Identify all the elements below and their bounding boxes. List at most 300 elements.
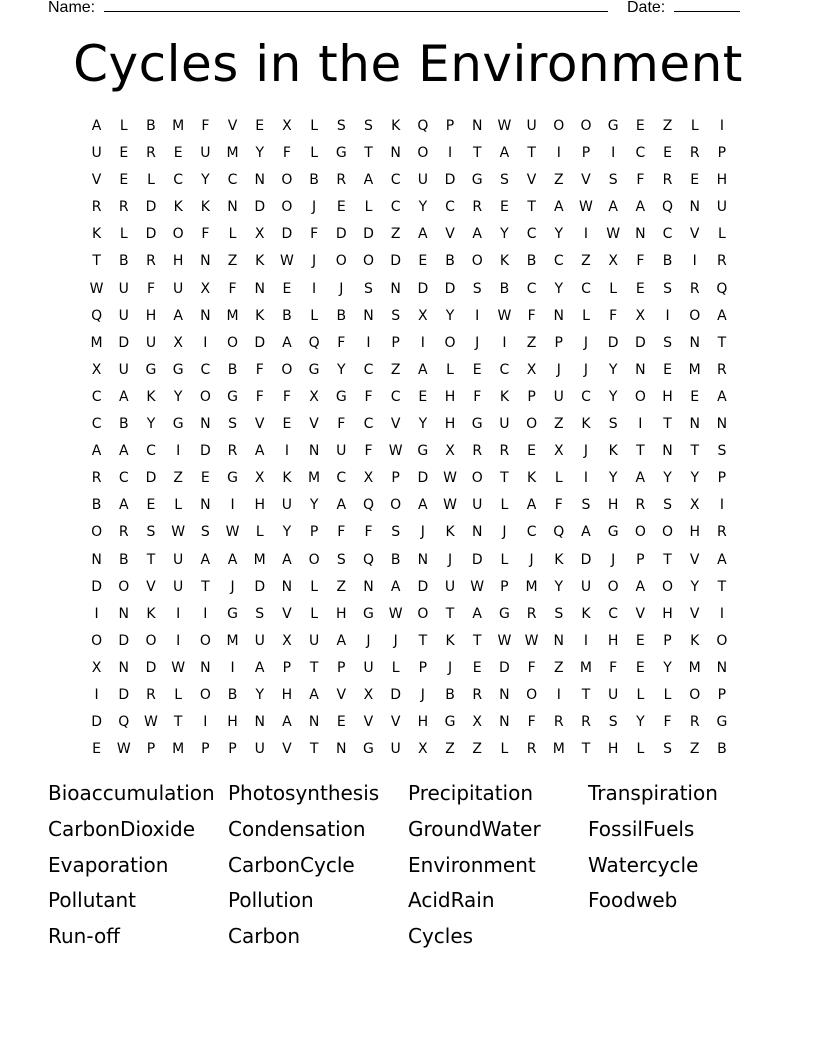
grid-letter: M bbox=[226, 307, 239, 324]
grid-letter: Y bbox=[173, 388, 183, 405]
grid-letter: T bbox=[500, 470, 509, 487]
grid-letter: X bbox=[526, 361, 537, 378]
grid-letter: P bbox=[282, 659, 292, 676]
word-list-item: AcidRain bbox=[408, 888, 495, 913]
grid-letter: N bbox=[417, 551, 429, 568]
grid-letter: J bbox=[312, 199, 317, 216]
grid-letter: S bbox=[391, 524, 401, 541]
grid-letter: A bbox=[635, 470, 646, 487]
grid-letter: O bbox=[281, 172, 293, 189]
grid-letter: M bbox=[226, 632, 239, 649]
grid-letter: S bbox=[663, 741, 672, 758]
grid-letter: I bbox=[230, 497, 235, 514]
grid-letter: C bbox=[118, 470, 129, 487]
grid-letter: F bbox=[636, 172, 645, 189]
grid-letter: C bbox=[200, 361, 211, 378]
grid-letter: R bbox=[526, 605, 537, 622]
grid-letter: O bbox=[390, 497, 402, 514]
grid-letter: I bbox=[556, 686, 561, 703]
grid-letter: X bbox=[363, 686, 374, 703]
grid-letter: O bbox=[662, 578, 674, 595]
grid-letter: G bbox=[417, 443, 429, 460]
grid-letter: J bbox=[475, 334, 480, 351]
grid-row bbox=[83, 709, 736, 736]
grid-letter: D bbox=[254, 578, 266, 595]
grid-letter: L bbox=[446, 361, 454, 378]
grid-letter: T bbox=[581, 686, 591, 703]
grid-letter: Q bbox=[308, 334, 320, 351]
grid-letter: I bbox=[94, 605, 99, 622]
grid-letter: D bbox=[607, 334, 619, 351]
grid-letter: M bbox=[253, 551, 266, 568]
grid-letter: R bbox=[118, 524, 129, 541]
grid-letter: W bbox=[606, 226, 621, 243]
grid-letter: W bbox=[497, 307, 512, 324]
grid-letter: U bbox=[716, 199, 728, 216]
grid-letter: U bbox=[91, 145, 102, 162]
grid-letter: C bbox=[526, 226, 537, 243]
grid-letter: U bbox=[363, 659, 374, 676]
grid-row bbox=[83, 736, 736, 763]
grid-letter: Z bbox=[336, 578, 347, 595]
grid-letter: A bbox=[91, 443, 102, 460]
grid-letter: F bbox=[364, 443, 373, 460]
grid-letter: S bbox=[499, 172, 509, 189]
grid-letter: L bbox=[500, 497, 509, 514]
grid-letter: J bbox=[339, 280, 344, 297]
grid-letter: E bbox=[119, 145, 129, 162]
grid-letter: L bbox=[554, 470, 563, 487]
name-blank-line[interactable] bbox=[104, 0, 608, 12]
grid-letter: E bbox=[92, 741, 102, 758]
grid-letter: L bbox=[663, 686, 672, 703]
grid-letter: C bbox=[581, 280, 591, 297]
grid-letter: B bbox=[499, 280, 510, 297]
grid-letter: A bbox=[526, 497, 537, 514]
grid-letter: N bbox=[635, 226, 646, 243]
grid-letter: N bbox=[200, 497, 211, 514]
grid-letter: M bbox=[90, 334, 103, 351]
grid-letter: G bbox=[471, 172, 483, 189]
grid-letter: A bbox=[91, 118, 102, 134]
grid-letter: S bbox=[364, 280, 373, 297]
grid-letter: S bbox=[608, 172, 618, 189]
grid-letter: K bbox=[690, 632, 700, 649]
grid-letter: I bbox=[176, 443, 181, 460]
grid-letter: O bbox=[526, 416, 538, 433]
grid-letter: W bbox=[497, 118, 512, 134]
grid-letter: F bbox=[636, 253, 645, 270]
grid-letter: O bbox=[91, 524, 103, 541]
grid-letter: U bbox=[173, 551, 184, 568]
grid-letter: Y bbox=[255, 145, 264, 162]
grid-letter: C bbox=[445, 199, 455, 216]
grid-letter: A bbox=[717, 307, 727, 324]
grid-letter: S bbox=[554, 605, 564, 622]
grid-letter: T bbox=[527, 145, 536, 162]
grid-letter: C bbox=[91, 388, 102, 405]
grid-letter: Y bbox=[663, 659, 672, 676]
grid-letter: R bbox=[227, 443, 238, 460]
grid-letter: P bbox=[201, 741, 210, 758]
grid-letter: U bbox=[417, 172, 428, 189]
word-list-item: Bioaccumulation bbox=[48, 781, 215, 805]
grid-letter: A bbox=[418, 226, 428, 243]
grid-letter: A bbox=[200, 551, 211, 568]
grid-letter: F bbox=[554, 497, 563, 514]
grid-letter: I bbox=[203, 605, 208, 622]
grid-letter: V bbox=[689, 605, 700, 622]
grid-letter: N bbox=[200, 659, 211, 676]
grid-letter: R bbox=[146, 145, 156, 162]
grid-letter: I bbox=[665, 307, 670, 324]
grid-letter: P bbox=[581, 145, 591, 162]
grid-letter: Q bbox=[553, 524, 565, 541]
grid-letter: S bbox=[391, 307, 401, 324]
grid-letter: Q bbox=[716, 280, 728, 297]
grid-letter: R bbox=[146, 253, 156, 270]
grid-letter: L bbox=[636, 741, 645, 758]
grid-letter: W bbox=[579, 199, 593, 216]
grid-letter: D bbox=[580, 551, 592, 568]
grid-letter: O bbox=[634, 524, 646, 541]
grid-letter: D bbox=[281, 226, 293, 243]
grid-letter: I bbox=[719, 605, 724, 622]
grid-letter: F bbox=[364, 524, 373, 541]
grid-letter: I bbox=[638, 416, 643, 433]
grid-letter: G bbox=[607, 524, 619, 541]
page-title: Cycles in the Environment bbox=[73, 35, 743, 93]
grid-letter: S bbox=[663, 280, 672, 297]
grid-letter: N bbox=[200, 416, 211, 433]
grid-letter: J bbox=[366, 632, 371, 649]
grid-letter: J bbox=[230, 578, 235, 595]
grid-letter: X bbox=[689, 497, 700, 514]
grid-letter: U bbox=[200, 145, 211, 162]
grid-letter: C bbox=[608, 605, 619, 622]
grid-letter: M bbox=[172, 118, 185, 134]
grid-letter: E bbox=[119, 172, 129, 189]
grid-letter: U bbox=[173, 280, 184, 297]
grid-letter: A bbox=[717, 551, 727, 568]
grid-letter: U bbox=[444, 578, 456, 595]
grid-letter: M bbox=[688, 361, 701, 378]
grid-letter: A bbox=[472, 226, 482, 243]
grid-letter: Y bbox=[690, 470, 699, 487]
grid-letter: A bbox=[363, 172, 374, 189]
grid-letter: R bbox=[717, 524, 727, 541]
grid-letter: S bbox=[663, 497, 672, 514]
grid-letter: G bbox=[335, 388, 347, 405]
grid-letter: N bbox=[716, 416, 728, 433]
grid-letter: O bbox=[444, 334, 456, 351]
word-list-item: Pollution bbox=[228, 888, 314, 913]
grid-letter: G bbox=[363, 741, 374, 758]
grid-letter: U bbox=[390, 741, 401, 758]
grid-letter: B bbox=[227, 686, 238, 703]
grid-letter: J bbox=[447, 551, 453, 568]
grid-letter: E bbox=[635, 659, 645, 676]
grid-letter: T bbox=[690, 443, 699, 460]
grid-letter: B bbox=[309, 172, 319, 189]
grid-letter: E bbox=[418, 388, 428, 405]
grid-letter: B bbox=[118, 551, 129, 568]
grid-letter: L bbox=[174, 686, 183, 703]
grid-letter: T bbox=[201, 578, 210, 595]
grid-letter: Y bbox=[554, 578, 564, 595]
grid-letter: E bbox=[690, 172, 700, 189]
grid-letter: U bbox=[336, 443, 347, 460]
grid-letter: D bbox=[118, 334, 130, 351]
grid-letter: M bbox=[579, 659, 593, 676]
date-blank-line[interactable] bbox=[674, 0, 740, 12]
grid-letter: D bbox=[335, 226, 347, 243]
grid-letter: V bbox=[526, 172, 537, 189]
grid-letter: H bbox=[662, 388, 673, 405]
grid-letter: V bbox=[689, 226, 700, 243]
grid-letter: I bbox=[284, 443, 289, 460]
grid-letter: W bbox=[443, 497, 457, 514]
grid-letter: B bbox=[336, 307, 347, 324]
grid-letter: A bbox=[635, 199, 646, 216]
grid-letter: D bbox=[118, 632, 130, 649]
grid-letter: W bbox=[225, 524, 240, 541]
grid-letter: T bbox=[418, 632, 428, 649]
grid-letter: E bbox=[690, 388, 700, 405]
grid-letter: J bbox=[583, 361, 589, 378]
grid-letter: B bbox=[390, 551, 401, 568]
grid-row bbox=[83, 248, 736, 275]
grid-letter: J bbox=[583, 443, 589, 460]
grid-letter: Y bbox=[282, 524, 292, 541]
grid-letter: R bbox=[472, 443, 483, 460]
grid-letter: G bbox=[444, 714, 456, 731]
grid-letter: O bbox=[662, 524, 674, 541]
grid-letter: Z bbox=[227, 253, 238, 270]
grid-letter: P bbox=[391, 334, 400, 351]
grid-letter: X bbox=[445, 443, 455, 460]
grid-letter: E bbox=[527, 443, 537, 460]
grid-letter: O bbox=[471, 253, 483, 270]
grid-letter: N bbox=[390, 280, 401, 297]
grid-letter: Q bbox=[362, 551, 374, 568]
grid-letter: K bbox=[554, 551, 564, 568]
grid-letter: F bbox=[201, 118, 210, 134]
header-row bbox=[48, 0, 666, 17]
grid-letter: C bbox=[363, 361, 374, 378]
grid-letter: W bbox=[524, 632, 539, 649]
grid-letter: K bbox=[445, 524, 455, 541]
grid-letter: Y bbox=[608, 361, 618, 378]
grid-letter: A bbox=[472, 605, 482, 622]
grid-letter: L bbox=[500, 551, 509, 568]
grid-letter: A bbox=[282, 714, 292, 731]
grid-letter: Q bbox=[417, 118, 429, 134]
grid-letter: K bbox=[581, 605, 591, 622]
grid-letter: G bbox=[227, 605, 238, 622]
grid-letter: J bbox=[529, 551, 534, 568]
grid-letter: S bbox=[336, 118, 346, 134]
word-list-item: Foodweb bbox=[588, 888, 678, 913]
grid-letter: L bbox=[718, 226, 726, 243]
grid-row bbox=[83, 628, 736, 655]
grid-letter: F bbox=[282, 145, 291, 162]
grid-letter: Z bbox=[526, 334, 537, 351]
grid-letter: L bbox=[228, 226, 237, 243]
grid-letter: A bbox=[581, 524, 591, 541]
grid-letter: D bbox=[499, 659, 510, 676]
grid-letter: R bbox=[336, 172, 347, 189]
grid-letter: D bbox=[390, 686, 402, 703]
grid-row bbox=[83, 411, 736, 438]
grid-letter: D bbox=[390, 253, 402, 270]
grid-letter: J bbox=[502, 524, 507, 541]
grid-letter: H bbox=[417, 714, 429, 731]
grid-row bbox=[83, 438, 736, 465]
word-list-item: FossilFuels bbox=[588, 816, 695, 841]
grid-row bbox=[83, 682, 736, 709]
grid-letter: S bbox=[608, 714, 618, 731]
grid-letter: Y bbox=[690, 578, 699, 595]
grid-letter: I bbox=[692, 253, 697, 270]
grid-letter: O bbox=[607, 578, 619, 595]
grid-letter: M bbox=[552, 741, 565, 758]
grid-letter: G bbox=[471, 416, 483, 433]
grid-letter: X bbox=[418, 307, 428, 324]
grid-letter: A bbox=[553, 199, 564, 216]
grid-row bbox=[83, 465, 736, 492]
grid-letter: N bbox=[118, 605, 130, 622]
grid-letter: N bbox=[662, 443, 673, 460]
grid-letter: I bbox=[611, 145, 616, 162]
grid-letter: F bbox=[609, 659, 618, 676]
grid-row bbox=[83, 547, 736, 574]
grid-letter: W bbox=[144, 714, 158, 731]
grid-letter: D bbox=[145, 199, 157, 216]
grid-letter: C bbox=[91, 416, 102, 433]
grid-letter: J bbox=[556, 361, 561, 378]
grid-letter: U bbox=[281, 497, 293, 514]
grid-letter: D bbox=[444, 172, 456, 189]
grid-letter: O bbox=[553, 118, 565, 134]
grid-letter: H bbox=[336, 605, 347, 622]
grid-letter: A bbox=[717, 388, 727, 405]
grid-letter: P bbox=[228, 741, 237, 758]
grid-letter: J bbox=[611, 551, 616, 568]
grid-letter: K bbox=[608, 443, 618, 460]
grid-letter: X bbox=[254, 470, 265, 487]
grid-letter: A bbox=[499, 145, 510, 162]
grid-letter: R bbox=[553, 714, 564, 731]
grid-letter: K bbox=[499, 253, 509, 270]
grid-letter: U bbox=[499, 416, 510, 433]
date-label: Date: bbox=[627, 0, 666, 16]
grid-letter: D bbox=[118, 686, 130, 703]
grid-letter: T bbox=[581, 741, 591, 758]
grid-letter: Y bbox=[309, 497, 319, 514]
grid-row bbox=[83, 574, 736, 601]
grid-row bbox=[83, 113, 736, 140]
grid-letter: D bbox=[363, 226, 374, 243]
grid-letter: L bbox=[364, 199, 373, 216]
grid-letter: E bbox=[200, 470, 210, 487]
grid-letter: A bbox=[254, 443, 265, 460]
grid-letter: R bbox=[146, 686, 156, 703]
grid-letter: J bbox=[420, 524, 425, 541]
grid-letter: O bbox=[199, 686, 211, 703]
grid-letter: N bbox=[689, 199, 700, 216]
grid-letter: T bbox=[173, 714, 183, 731]
grid-letter: C bbox=[390, 199, 401, 216]
word-list-item: Watercycle bbox=[588, 852, 699, 877]
grid-letter: T bbox=[309, 741, 319, 758]
grid-letter: U bbox=[254, 741, 265, 758]
grid-letter: W bbox=[89, 280, 104, 297]
grid-letter: F bbox=[609, 307, 618, 324]
grid-row bbox=[83, 601, 736, 628]
grid-letter: Y bbox=[663, 470, 672, 487]
grid-letter: U bbox=[472, 497, 483, 514]
grid-letter: G bbox=[172, 361, 184, 378]
grid-letter: N bbox=[227, 199, 238, 216]
grid-letter: T bbox=[364, 145, 373, 162]
grid-letter: F bbox=[282, 388, 291, 405]
grid-letter: W bbox=[470, 578, 485, 595]
grid-letter: O bbox=[199, 388, 211, 405]
grid-letter: F bbox=[201, 226, 210, 243]
word-list-item: CarbonCycle bbox=[228, 852, 355, 877]
grid-letter: I bbox=[556, 145, 561, 162]
word-list-item: Transpiration bbox=[588, 781, 718, 805]
grid-letter: K bbox=[92, 226, 102, 243]
word-list-item: Pollutant bbox=[48, 888, 136, 913]
grid-letter: B bbox=[717, 741, 727, 758]
grid-letter: V bbox=[689, 551, 700, 568]
grid-letter: O bbox=[281, 199, 293, 216]
grid-letter: B bbox=[227, 361, 238, 378]
grid-letter: R bbox=[717, 361, 727, 378]
grid-letter: C bbox=[635, 145, 646, 162]
grid-letter: N bbox=[200, 253, 211, 270]
grid-letter: W bbox=[388, 605, 403, 622]
grid-letter: D bbox=[145, 226, 157, 243]
grid-letter: X bbox=[200, 280, 211, 297]
grid-letter: I bbox=[502, 334, 507, 351]
grid-letter: U bbox=[580, 578, 592, 595]
grid-letter: P bbox=[527, 388, 536, 405]
grid-letter: Q bbox=[91, 307, 103, 324]
grid-letter: I bbox=[94, 686, 99, 703]
grid-letter: N bbox=[635, 361, 646, 378]
grid-letter: D bbox=[145, 659, 157, 676]
grid-letter: Q bbox=[362, 497, 374, 514]
grid-letter: S bbox=[717, 443, 727, 460]
grid-letter: R bbox=[662, 172, 673, 189]
grid-letter: Q bbox=[662, 199, 674, 216]
grid-letter: K bbox=[200, 199, 210, 216]
grid-letter: T bbox=[146, 551, 156, 568]
grid-letter: K bbox=[255, 253, 265, 270]
grid-letter: T bbox=[92, 253, 101, 270]
grid-letter: G bbox=[172, 416, 184, 433]
grid-letter: V bbox=[363, 714, 374, 731]
grid-letter: Y bbox=[500, 226, 509, 243]
grid-letter: R bbox=[499, 443, 510, 460]
name-label: Name: bbox=[48, 0, 96, 16]
grid-letter: A bbox=[608, 199, 618, 216]
word-list-item: Precipitation bbox=[408, 781, 534, 805]
grid-letter: N bbox=[91, 551, 102, 568]
